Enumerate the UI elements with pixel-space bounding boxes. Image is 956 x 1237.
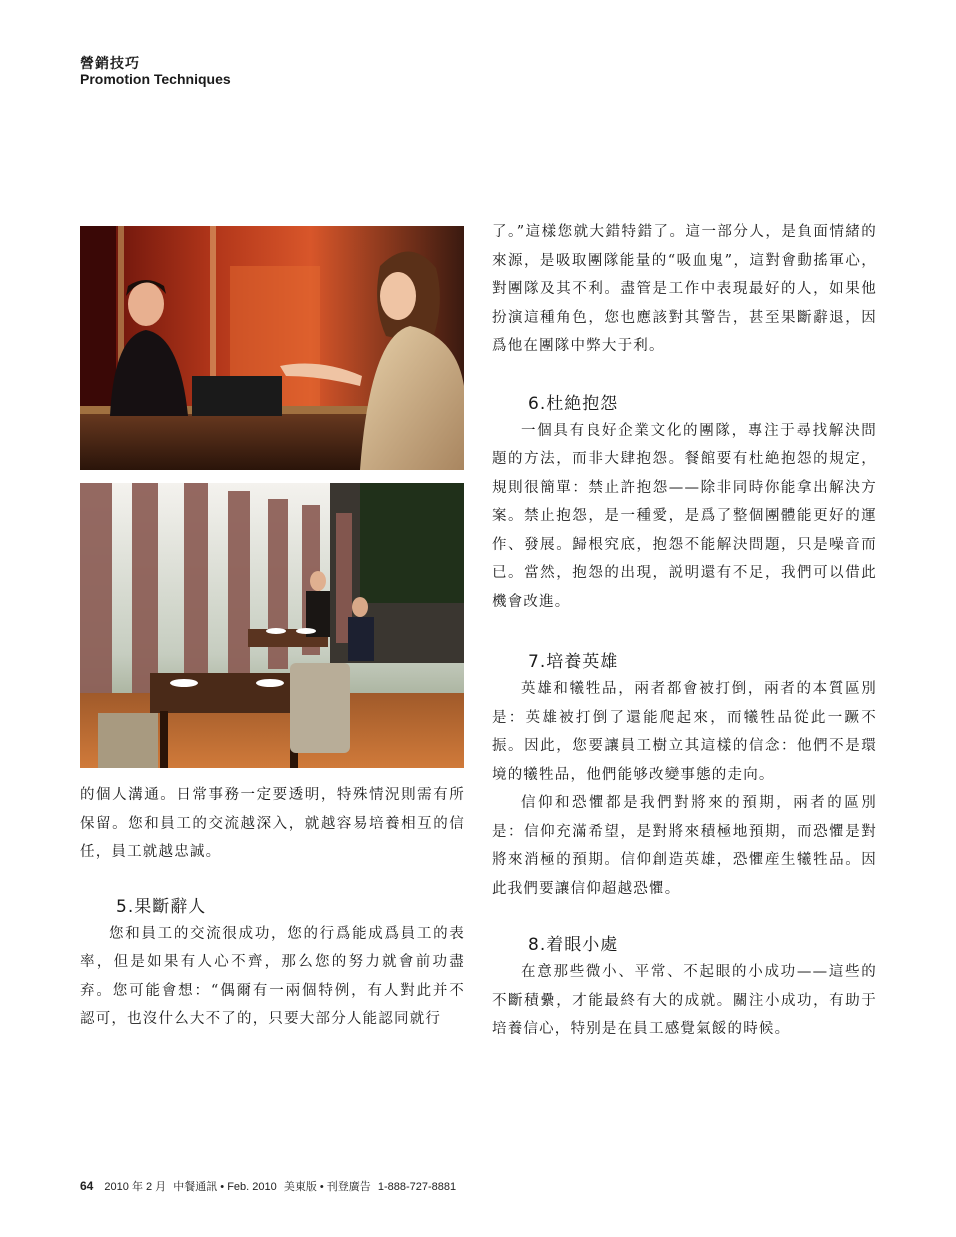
section-title-en: Promotion Techniques [80, 71, 231, 87]
paragraph: 信仰和恐懼都是我們對將來的預期，兩者的區別是：信仰充滿希望，是對將來積極地預期，而恐懼是對將來消極的預期。信仰創造英雄，恐懼産生犧牲品。因此我們要讓信仰超越恐懼。 [492, 795, 877, 897]
page-number: 64 [80, 1179, 94, 1193]
paragraph: 的個人溝通。日常事務一定要透明，特殊情況則需有所保留。您和員工的交流越深入，就越容易培養相互的信任，員工就越忠誠。 [80, 787, 465, 860]
footer-phone: 1-888-727-8881 [377, 1181, 457, 1193]
dining-room-photo [80, 483, 464, 768]
page-footer [80, 1178, 460, 1194]
section-8-heading: 8.着眼小處 [528, 935, 619, 955]
section-title-cn: 營銷技巧 [80, 56, 140, 72]
right-column-text [492, 218, 877, 1044]
paragraph: 在意那些微小、平常、不起眼的小成功——這些的不斷積纍，才能最終有大的成就。關注小成功，有助于培養信心，特别是在員工感覺氣餒的時候。 [492, 964, 877, 1037]
left-column-text [80, 781, 465, 1034]
footer-publication: 中餐通訊 • Feb. 2010 [173, 1181, 277, 1193]
section-5-heading: 5.果斷辭人 [116, 896, 207, 917]
paragraph: 了。”這樣您就大錯特錯了。這一部分人，是負面情緒的來源，是吸取團隊能量的“吸血鬼”，這對會動搖軍心，對團隊及其不利。盡管是工作中表現最好的人，如果他扮演這種角色，您也應該對其警告，甚至果斷辭退，因爲他在團隊中弊大于利。 [492, 224, 877, 354]
footer-date: 2010 年 2 月 [104, 1181, 167, 1193]
paragraph: 您和員工的交流很成功，您的行爲能成爲員工的表率，但是如果有人心不齊，那么您的努力就會前功盡弃。您可能會想：“偶爾有一兩個特例，有人對此并不認可，也沒什么大不了的，只要大部分人能認同就行 [80, 925, 465, 1027]
footer-edition: 美東版 • 刊登廣告 [283, 1181, 371, 1193]
paragraph: 英雄和犧牲品，兩者都會被打倒，兩者的本質區別是：英雄被打倒了還能爬起來，而犧牲品從此一蹶不振。因此，您要讓員工樹立其這樣的信念：他們不是環境的犧牲品，他們能够改變事態的走向。 [492, 681, 877, 783]
section-7-heading: 7.培養英雄 [528, 652, 619, 672]
paragraph: 一個具有良好企業文化的團隊，專注于尋找解決問題的方法，而非大肆抱怨。餐館要有杜絶抱怨的規定，規則很簡單：禁止許抱怨——除非同時你能拿出解決方案。禁止抱怨，是一種愛，是爲了整個團體能更好的運作、發展。歸根究底，抱怨不能解決問題，只是噪音而已。當然，抱怨的出現，説明還有不足，我們可以借此機會改進。 [492, 422, 877, 610]
section-6-heading: 6.杜絶抱怨 [528, 393, 619, 414]
reception-photo [80, 226, 464, 470]
